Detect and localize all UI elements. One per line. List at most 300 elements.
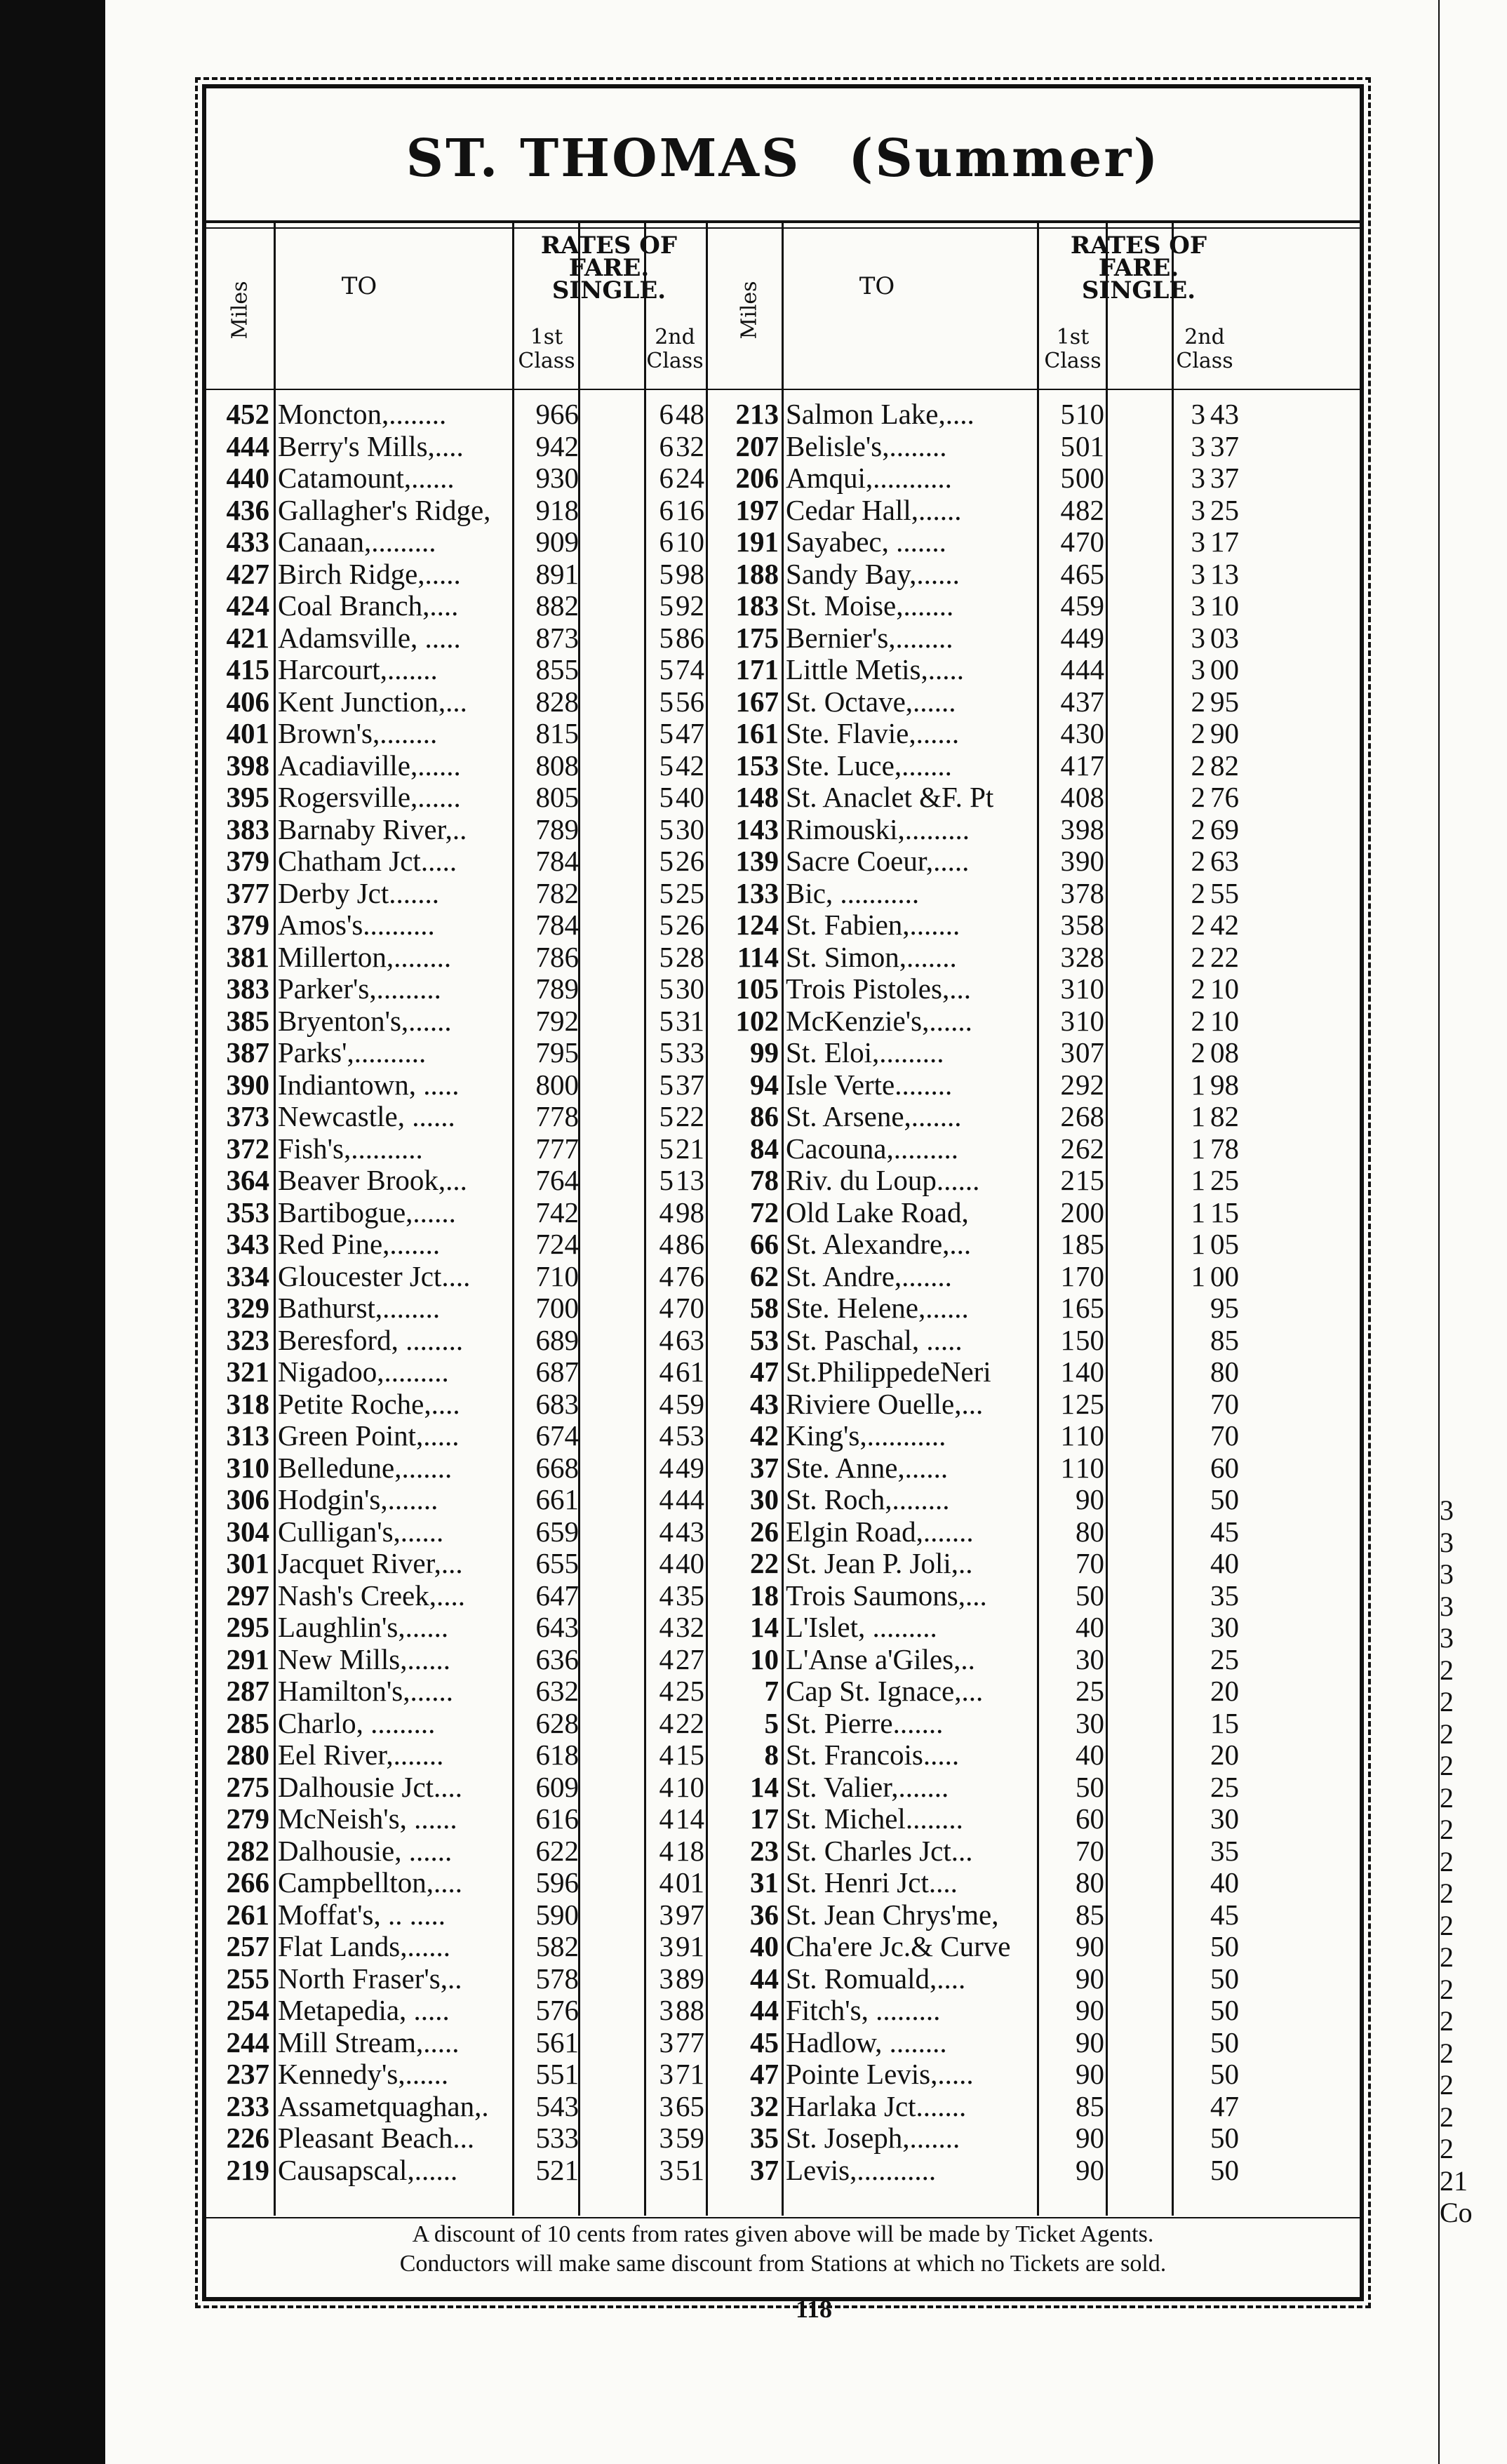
cell-cents-first: 10 bbox=[1076, 1419, 1104, 1452]
cell-cents-first: 90 bbox=[1076, 1962, 1104, 1995]
cell-miles: 424 bbox=[226, 589, 269, 622]
cell-dollars-second: 4 bbox=[659, 1866, 674, 1899]
cell-station: Flat Lands,...... bbox=[278, 1931, 450, 1962]
cell-miles: 133 bbox=[735, 876, 779, 909]
cell-dollars-first: 6 bbox=[535, 1802, 550, 1835]
cell-dollars-first: 3 bbox=[1060, 972, 1075, 1005]
cell-dollars-second: 4 bbox=[659, 1770, 674, 1803]
cell-dollars-first: 6 bbox=[535, 1419, 550, 1452]
cell-cents-second: 13 bbox=[676, 1164, 704, 1196]
cell-dollars-first: 1 bbox=[1060, 1419, 1075, 1452]
cell-cents-second: 92 bbox=[676, 589, 704, 622]
cell-cents-first: 64 bbox=[550, 1164, 579, 1196]
cell-station: Green Point,..... bbox=[278, 1420, 460, 1452]
cell-dollars-first: 9 bbox=[535, 525, 550, 558]
cell-cents-second: 85 bbox=[1210, 1323, 1239, 1356]
cell-cents-first: 65 bbox=[1076, 557, 1104, 590]
cell-dollars-first: 4 bbox=[1060, 557, 1075, 590]
cell-dollars-first: 2 bbox=[1060, 1100, 1075, 1132]
cell-dollars-second: 5 bbox=[659, 589, 674, 622]
table-row bbox=[206, 1835, 1360, 1868]
table-row bbox=[206, 2122, 1360, 2155]
cell-dollars-first: 6 bbox=[535, 1355, 550, 1388]
cell-station: Old Lake Road, bbox=[786, 1196, 969, 1228]
cell-dollars-first: 5 bbox=[535, 1898, 550, 1931]
cell-cents-second: 59 bbox=[676, 1387, 704, 1420]
cell-cents-first: 42 bbox=[550, 1196, 579, 1228]
cell-miles: 22 bbox=[750, 1547, 779, 1579]
footer-rule bbox=[206, 2217, 1360, 2218]
cell-miles: 105 bbox=[735, 972, 779, 1005]
cell-cents-second: 25 bbox=[676, 1675, 704, 1707]
cell-cents-first: 28 bbox=[550, 1706, 579, 1739]
cell-station: Beresford, ........ bbox=[278, 1324, 464, 1356]
cell-dollars-first: 5 bbox=[1060, 429, 1075, 462]
cell-cents-first: 17 bbox=[1076, 749, 1104, 782]
cell-cents-second: 40 bbox=[1210, 1866, 1239, 1899]
table-row bbox=[206, 686, 1360, 718]
cell-cents-second: 98 bbox=[676, 557, 704, 590]
edge-fragment: 2 bbox=[1440, 1909, 1454, 1941]
cell-dollars-first: 3 bbox=[1060, 812, 1075, 845]
cell-miles: 304 bbox=[226, 1515, 269, 1548]
cell-station: New Mills,...... bbox=[278, 1643, 450, 1675]
cell-miles: 35 bbox=[750, 2122, 779, 2154]
cell-cents-first: 28 bbox=[1076, 940, 1104, 973]
cell-dollars-first: 5 bbox=[1060, 398, 1075, 430]
table-row bbox=[206, 1165, 1360, 1197]
cell-cents-first: 30 bbox=[1076, 717, 1104, 749]
cell-cents-second: 25 bbox=[676, 876, 704, 909]
cell-miles: 78 bbox=[750, 1164, 779, 1196]
cell-dollars-first: 7 bbox=[535, 1036, 550, 1069]
cell-cents-first: 68 bbox=[1076, 1100, 1104, 1132]
cell-miles: 183 bbox=[735, 589, 779, 622]
cell-miles: 306 bbox=[226, 1483, 269, 1515]
cell-miles: 191 bbox=[735, 525, 779, 558]
cell-cents-second: 01 bbox=[676, 1866, 704, 1899]
cell-station: Belisle's,........ bbox=[786, 430, 947, 462]
cell-dollars-first: 5 bbox=[535, 2153, 550, 2186]
cell-station: Parker's,......... bbox=[278, 973, 441, 1005]
cell-station: Metapedia, ..... bbox=[278, 1995, 450, 2026]
cell-cents-second: 50 bbox=[1210, 1483, 1239, 1515]
cell-dollars-second: 4 bbox=[659, 1706, 674, 1739]
cell-cents-second: 26 bbox=[676, 909, 704, 941]
cell-cents-first: 90 bbox=[1076, 1994, 1104, 2026]
cell-dollars-second: 3 bbox=[659, 1898, 674, 1931]
edge-fragment: 2 bbox=[1440, 1654, 1454, 1686]
cell-station: Jacquet River,... bbox=[278, 1548, 463, 1579]
cell-miles: 99 bbox=[750, 1036, 779, 1069]
table-row bbox=[206, 1580, 1360, 1612]
cell-dollars-second: 2 bbox=[1191, 717, 1205, 749]
cell-cents-second: 51 bbox=[676, 2153, 704, 2186]
cell-cents-second: 50 bbox=[1210, 1962, 1239, 1995]
cell-miles: 275 bbox=[226, 1770, 269, 1803]
cell-miles: 266 bbox=[226, 1866, 269, 1899]
cell-dollars-second: 5 bbox=[659, 1068, 674, 1101]
cell-dollars-first: 6 bbox=[535, 1323, 550, 1356]
cell-dollars-first: 8 bbox=[535, 653, 550, 685]
cell-cents-first: 70 bbox=[1076, 1547, 1104, 1579]
cell-dollars-first: 6 bbox=[535, 1579, 550, 1612]
cell-cents-second: 49 bbox=[676, 1451, 704, 1484]
cell-station: Fitch's, ......... bbox=[786, 1995, 941, 2026]
cell-dollars-first: 7 bbox=[535, 812, 550, 845]
cell-cents-first: 10 bbox=[1076, 972, 1104, 1005]
cell-cents-second: 65 bbox=[676, 2089, 704, 2122]
edge-fragment: 2 bbox=[1440, 1941, 1454, 1973]
cell-cents-second: 20 bbox=[1210, 1739, 1239, 1771]
cell-miles: 383 bbox=[226, 812, 269, 845]
cell-dollars-second: 4 bbox=[659, 1739, 674, 1771]
table-row bbox=[206, 431, 1360, 463]
cell-miles: 381 bbox=[226, 940, 269, 973]
cell-miles: 285 bbox=[226, 1706, 269, 1739]
cell-cents-second: 17 bbox=[1210, 525, 1239, 558]
table-row bbox=[206, 1037, 1360, 1069]
cell-miles: 343 bbox=[226, 1228, 269, 1260]
cell-miles: 440 bbox=[226, 462, 269, 494]
cell-dollars-second: 1 bbox=[1191, 1259, 1205, 1292]
cell-miles: 31 bbox=[750, 1866, 779, 1899]
cell-cents-second: 98 bbox=[1210, 1068, 1239, 1101]
cell-dollars-first: 7 bbox=[535, 1164, 550, 1196]
cell-station: Acadiaville,...... bbox=[278, 749, 461, 782]
cell-station: Harlaka Jct....... bbox=[786, 2090, 967, 2122]
cell-cents-first: 00 bbox=[550, 1068, 579, 1101]
cell-miles: 321 bbox=[226, 1355, 269, 1388]
rates-header-left: RATES OF FARE. SINGLE. bbox=[540, 232, 678, 304]
cell-cents-second: 08 bbox=[1210, 1036, 1239, 1069]
cell-miles: 385 bbox=[226, 1004, 269, 1037]
table-row bbox=[206, 399, 1360, 431]
cell-dollars-second: 5 bbox=[659, 1100, 674, 1132]
cell-cents-second: 22 bbox=[676, 1706, 704, 1739]
cell-dollars-second: 5 bbox=[659, 781, 674, 813]
cell-station: Gloucester Jct.... bbox=[278, 1260, 471, 1292]
cell-station: Ste. Helene,...... bbox=[786, 1292, 969, 1324]
cell-station: Canaan,......... bbox=[278, 526, 436, 558]
cell-station: Trois Saumons,... bbox=[786, 1579, 987, 1612]
cell-miles: 279 bbox=[226, 1802, 269, 1835]
cell-dollars-second: 2 bbox=[1191, 909, 1205, 941]
cell-miles: 42 bbox=[750, 1419, 779, 1452]
cell-dollars-second: 5 bbox=[659, 1132, 674, 1165]
cell-dollars-first: 3 bbox=[1060, 845, 1075, 877]
cell-cents-second: 63 bbox=[1210, 845, 1239, 877]
cell-miles: 62 bbox=[750, 1259, 779, 1292]
edge-fragment: 2 bbox=[1440, 1781, 1454, 1814]
cell-station: St. Henri Jct.... bbox=[786, 1867, 958, 1899]
cell-cents-second: 82 bbox=[1210, 749, 1239, 782]
cell-dollars-first: 2 bbox=[1060, 1196, 1075, 1228]
cell-miles: 175 bbox=[735, 621, 779, 654]
cell-cents-first: 82 bbox=[550, 876, 579, 909]
table-row bbox=[206, 1325, 1360, 1357]
cell-miles: 219 bbox=[226, 2153, 269, 2186]
cell-dollars-first: 7 bbox=[535, 940, 550, 973]
cell-cents-second: 77 bbox=[676, 2026, 704, 2058]
cell-dollars-first: 1 bbox=[1060, 1387, 1075, 1420]
cell-miles: 44 bbox=[750, 1962, 779, 1995]
cell-dollars-second: 3 bbox=[1191, 589, 1205, 622]
cell-dollars-second: 4 bbox=[659, 1419, 674, 1452]
cell-dollars-second: 5 bbox=[659, 653, 674, 685]
cell-cents-first: 89 bbox=[550, 1323, 579, 1356]
cell-dollars-first: 7 bbox=[535, 876, 550, 909]
table-row bbox=[206, 1548, 1360, 1580]
cell-station: Cacouna,......... bbox=[786, 1132, 958, 1165]
cell-cents-first: 70 bbox=[1076, 1834, 1104, 1867]
table-row bbox=[206, 1516, 1360, 1548]
cell-cents-second: 61 bbox=[676, 1355, 704, 1388]
cell-dollars-first: 6 bbox=[535, 1451, 550, 1484]
table-row bbox=[206, 1388, 1360, 1421]
page-number: 118 bbox=[795, 2295, 832, 2323]
cell-cents-first: 25 bbox=[1076, 1387, 1104, 1420]
cell-station: Ste. Luce,....... bbox=[786, 749, 952, 782]
cell-cents-second: 70 bbox=[676, 1292, 704, 1324]
cell-cents-first: 85 bbox=[1076, 2089, 1104, 2122]
cell-cents-first: 86 bbox=[550, 940, 579, 973]
cell-miles: 297 bbox=[226, 1579, 269, 1612]
cell-station: St. Arsene,....... bbox=[786, 1101, 962, 1132]
cell-dollars-first: 4 bbox=[1060, 685, 1075, 718]
cell-cents-first: 49 bbox=[1076, 621, 1104, 654]
cell-cents-second: 69 bbox=[1210, 812, 1239, 845]
cell-dollars-first: 4 bbox=[1060, 653, 1075, 685]
table-row bbox=[206, 622, 1360, 655]
cell-cents-first: 78 bbox=[550, 1100, 579, 1132]
cell-station: Nigadoo,......... bbox=[278, 1356, 449, 1388]
cell-dollars-second: 4 bbox=[659, 1323, 674, 1356]
cell-station: Coal Branch,.... bbox=[278, 590, 459, 622]
cell-miles: 436 bbox=[226, 493, 269, 526]
table-row bbox=[206, 1197, 1360, 1229]
cell-cents-second: 00 bbox=[1210, 1259, 1239, 1292]
cell-dollars-second: 1 bbox=[1191, 1164, 1205, 1196]
cell-dollars-second: 3 bbox=[659, 1994, 674, 2026]
cell-cents-second: 42 bbox=[676, 749, 704, 782]
cell-station: Parks',.......... bbox=[278, 1037, 427, 1069]
cell-cents-second: 45 bbox=[1210, 1898, 1239, 1931]
cell-cents-first: 96 bbox=[550, 1866, 579, 1899]
cell-cents-first: 09 bbox=[550, 525, 579, 558]
cell-dollars-second: 5 bbox=[659, 749, 674, 782]
cell-miles: 287 bbox=[226, 1675, 269, 1707]
cell-cents-second: 35 bbox=[1210, 1579, 1239, 1612]
cell-cents-second: 89 bbox=[676, 1962, 704, 1995]
cell-cents-second: 90 bbox=[1210, 717, 1239, 749]
miles-header-right: Miles bbox=[737, 281, 762, 340]
cell-station: Red Pine,....... bbox=[278, 1228, 441, 1260]
cell-cents-first: 66 bbox=[550, 398, 579, 430]
cell-cents-second: 47 bbox=[676, 717, 704, 749]
edge-fragment: 2 bbox=[1440, 1686, 1454, 1718]
table-row bbox=[206, 1484, 1360, 1516]
cell-miles: 427 bbox=[226, 557, 269, 590]
page-title bbox=[206, 102, 1360, 215]
cell-cents-first: 59 bbox=[550, 1515, 579, 1548]
cell-cents-second: 60 bbox=[1210, 1451, 1239, 1484]
cell-cents-second: 50 bbox=[1210, 2122, 1239, 2154]
cell-station: Laughlin's,...... bbox=[278, 1612, 449, 1643]
cell-dollars-first: 5 bbox=[535, 2058, 550, 2090]
cell-cents-second: 22 bbox=[676, 1100, 704, 1132]
cell-miles: 45 bbox=[750, 2026, 779, 2058]
cell-cents-first: 70 bbox=[1076, 1259, 1104, 1292]
cell-dollars-first: 1 bbox=[1060, 1323, 1075, 1356]
cell-cents-first: 78 bbox=[1076, 876, 1104, 909]
table-row bbox=[206, 1420, 1360, 1452]
cell-miles: 373 bbox=[226, 1100, 269, 1132]
cell-miles: 32 bbox=[750, 2089, 779, 2122]
cell-station: St. Roch,........ bbox=[786, 1484, 950, 1515]
cell-miles: 47 bbox=[750, 2058, 779, 2090]
cell-cents-second: 21 bbox=[676, 1132, 704, 1165]
cell-cents-second: 50 bbox=[1210, 1994, 1239, 2026]
cell-cents-first: 33 bbox=[550, 2122, 579, 2154]
cell-cents-second: 56 bbox=[676, 685, 704, 718]
cell-cents-second: 10 bbox=[1210, 589, 1239, 622]
cell-station: Elgin Road,....... bbox=[786, 1515, 974, 1548]
cell-station: Barnaby River,.. bbox=[278, 813, 467, 845]
cell-miles: 53 bbox=[750, 1323, 779, 1356]
cell-miles: 255 bbox=[226, 1962, 269, 1995]
cell-cents-second: 71 bbox=[676, 2058, 704, 2090]
cell-dollars-first: 1 bbox=[1060, 1355, 1075, 1388]
table-row bbox=[206, 1101, 1360, 1133]
cell-miles: 84 bbox=[750, 1132, 779, 1165]
cell-station: St. Alexandre,... bbox=[786, 1228, 972, 1260]
cell-cents-first: 95 bbox=[550, 1036, 579, 1069]
cell-dollars-first: 5 bbox=[535, 2089, 550, 2122]
cell-dollars-second: 3 bbox=[659, 2058, 674, 2090]
cell-miles: 43 bbox=[750, 1387, 779, 1420]
cell-miles: 377 bbox=[226, 876, 269, 909]
cell-miles: 395 bbox=[226, 781, 269, 813]
cell-cents-second: 00 bbox=[1210, 653, 1239, 685]
edge-fragment: 3 bbox=[1440, 1494, 1454, 1526]
cell-station: St. Jean P. Joli,.. bbox=[786, 1548, 973, 1579]
cell-dollars-second: 3 bbox=[1191, 557, 1205, 590]
cell-miles: 14 bbox=[750, 1611, 779, 1643]
cell-cents-second: 25 bbox=[1210, 1770, 1239, 1803]
first-class-header-right: 1st Class bbox=[1044, 325, 1101, 373]
cell-cents-second: 55 bbox=[1210, 876, 1239, 909]
cell-dollars-second: 6 bbox=[659, 462, 674, 494]
cell-dollars-first: 3 bbox=[1060, 1036, 1075, 1069]
cell-cents-first: 85 bbox=[1076, 1898, 1104, 1931]
cell-dollars-second: 3 bbox=[659, 2122, 674, 2154]
cell-cents-first: 87 bbox=[550, 1355, 579, 1388]
cell-station: Sacre Coeur,..... bbox=[786, 845, 970, 877]
cell-cents-first: 61 bbox=[550, 1483, 579, 1515]
cell-cents-second: 43 bbox=[1210, 398, 1239, 430]
cell-dollars-second: 4 bbox=[659, 1675, 674, 1707]
cell-miles: 10 bbox=[750, 1642, 779, 1675]
cell-cents-second: 37 bbox=[676, 1068, 704, 1101]
cell-cents-second: 15 bbox=[676, 1739, 704, 1771]
cell-dollars-first: 6 bbox=[535, 1739, 550, 1771]
cell-miles: 313 bbox=[226, 1419, 269, 1452]
table-row bbox=[206, 1644, 1360, 1676]
cell-station: Petite Roche,.... bbox=[278, 1388, 460, 1420]
cell-cents-first: 90 bbox=[550, 1898, 579, 1931]
cell-dollars-second: 2 bbox=[1191, 812, 1205, 845]
cell-miles: 372 bbox=[226, 1132, 269, 1165]
cell-station: Causapscal,...... bbox=[278, 2154, 458, 2186]
cell-miles: 17 bbox=[750, 1802, 779, 1835]
edge-fragment: 2 bbox=[1440, 2101, 1454, 2133]
cell-dollars-first: 5 bbox=[535, 1994, 550, 2026]
cell-miles: 5 bbox=[764, 1706, 779, 1739]
cell-dollars-first: 8 bbox=[535, 557, 550, 590]
cell-dollars-first: 7 bbox=[535, 1228, 550, 1260]
cell-cents-second: 25 bbox=[1210, 1642, 1239, 1675]
cell-miles: 421 bbox=[226, 621, 269, 654]
cell-miles: 37 bbox=[750, 2153, 779, 2186]
cell-cents-first: 85 bbox=[1076, 1228, 1104, 1260]
cell-dollars-first: 7 bbox=[535, 1196, 550, 1228]
cell-station: North Fraser's,.. bbox=[278, 1962, 462, 1995]
cell-station: St. Andre,....... bbox=[786, 1260, 952, 1292]
cell-cents-first: 89 bbox=[550, 812, 579, 845]
cell-cents-second: 98 bbox=[676, 1196, 704, 1228]
edge-fragment: 2 bbox=[1440, 1973, 1454, 2005]
cell-dollars-second: 3 bbox=[659, 2026, 674, 2058]
table-row bbox=[206, 654, 1360, 686]
cell-miles: 197 bbox=[735, 493, 779, 526]
edge-fragment: 2 bbox=[1440, 1718, 1454, 1750]
cell-dollars-second: 4 bbox=[659, 1292, 674, 1324]
cell-station: Bryenton's,...... bbox=[278, 1005, 452, 1037]
cell-dollars-second: 2 bbox=[1191, 940, 1205, 973]
cell-miles: 30 bbox=[750, 1483, 779, 1515]
cell-dollars-first: 6 bbox=[535, 1770, 550, 1803]
cell-cents-first: 50 bbox=[1076, 1579, 1104, 1612]
cell-cents-first: 30 bbox=[1076, 1642, 1104, 1675]
cell-station: Charlo, ......... bbox=[278, 1707, 436, 1739]
table-row bbox=[206, 1228, 1360, 1261]
cell-station: Riv. du Loup...... bbox=[786, 1165, 980, 1196]
cell-cents-second: 80 bbox=[1210, 1355, 1239, 1388]
cell-cents-first: 28 bbox=[550, 685, 579, 718]
cell-station: St.PhilippedeNeri bbox=[786, 1356, 991, 1388]
edge-fragment: Co bbox=[1440, 2197, 1473, 2228]
cell-cents-first: 32 bbox=[550, 1675, 579, 1707]
cell-station: St. Simon,....... bbox=[786, 941, 957, 973]
cell-station: St. Paschal, ..... bbox=[786, 1324, 963, 1356]
cell-dollars-second: 5 bbox=[659, 876, 674, 909]
cell-cents-first: 08 bbox=[550, 749, 579, 782]
cell-station: Indiantown, ..... bbox=[278, 1069, 460, 1101]
cell-dollars-second: 2 bbox=[1191, 781, 1205, 813]
cell-station: Little Metis,..... bbox=[786, 654, 964, 685]
cell-cents-second: 25 bbox=[1210, 493, 1239, 526]
cell-station: Brown's,........ bbox=[278, 718, 438, 749]
table-row bbox=[206, 1292, 1360, 1325]
cell-cents-second: 30 bbox=[1210, 1802, 1239, 1835]
cell-cents-first: 90 bbox=[1076, 845, 1104, 877]
cell-station: Kent Junction,... bbox=[278, 685, 467, 718]
cell-cents-second: 44 bbox=[676, 1483, 704, 1515]
cell-dollars-first: 7 bbox=[535, 1292, 550, 1324]
cell-dollars-second: 5 bbox=[659, 972, 674, 1005]
cell-cents-first: 18 bbox=[550, 493, 579, 526]
